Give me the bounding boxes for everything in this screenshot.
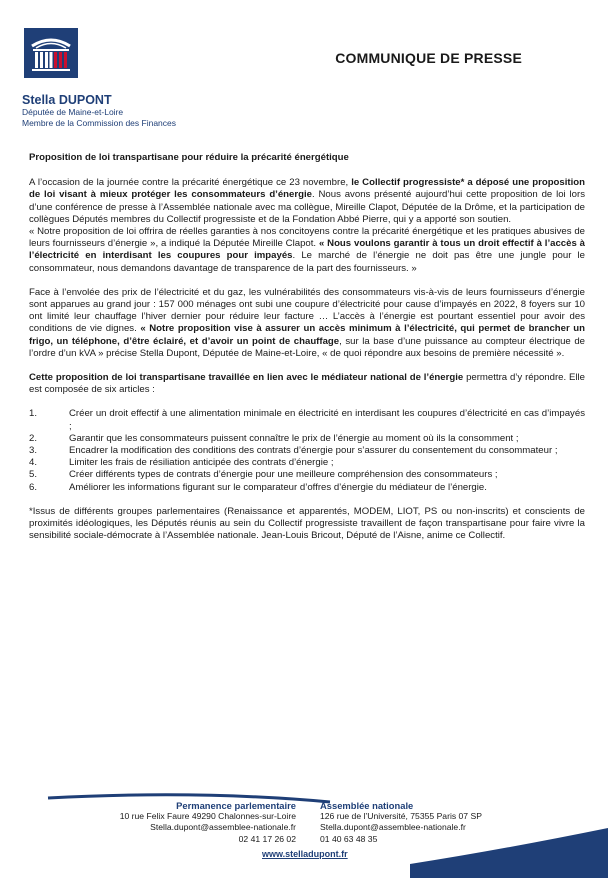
footer-permanence-phone: 02 41 17 26 02 xyxy=(238,833,296,844)
paragraph-articles-intro xyxy=(29,372,585,396)
footer-assemblee xyxy=(320,800,540,845)
footer-assemblee-phone: 01 40 63 48 35 xyxy=(320,833,378,844)
list-item xyxy=(29,469,585,481)
list-item xyxy=(29,457,585,469)
sender-role: Députée de Maine-et-Loire xyxy=(22,107,124,117)
list-number: 3. xyxy=(29,445,38,457)
list-text: Améliorer les informations figurant sur le comparateur d’offres d’énergie du médiateur de l’énergie. xyxy=(69,481,487,493)
footer-assemblee-title: Assemblée nationale xyxy=(320,800,414,811)
text: A l’occasion de la journée contre la précarité énergétique ce 23 novembre, xyxy=(29,177,352,189)
footer-permanence-email: Stella.dupont@assemblee-nationale.fr xyxy=(150,822,296,833)
footer-permanence-address: 10 rue Felix Faure 49290 Chalonnes-sur-Loire xyxy=(119,811,296,822)
text: permettra d’y répondre. Elle est composée de six articles : xyxy=(29,372,585,396)
text-bold: « Notre proposition vise à assurer un accès minimum à l’électricité, qui permet de brancher un frigo, un téléphone, d’être éclairé, et d’avoir un point de chauffage xyxy=(29,323,586,347)
text-bold: Cette proposition de loi transpartisane travaillée en lien avec le médiateur national de l’énergie xyxy=(29,372,464,384)
sender-name: Stella DUPONT xyxy=(22,93,112,107)
footer-permanence-title: Permanence parlementaire xyxy=(176,800,296,811)
text-bold: le Collectif progressiste* a déposé une proposition de loi visant à mieux protéger les consommateurs d’énergie xyxy=(29,177,585,201)
footer-permanence xyxy=(60,800,296,845)
sender-block xyxy=(22,93,176,129)
list-text: Encadrer la modification des conditions des contrats d’énergie pour s’assurer du consentement du consommateur ; xyxy=(69,445,558,457)
paragraph-intro xyxy=(29,177,585,226)
text: « Notre proposition de loi offrira de réelles garanties à nos concitoyens contre la précarité énergétique et les pratiques abusives de leurs fournisseurs d’énergie », a indiqué la Députée Mireille Clapot. xyxy=(29,226,585,250)
footer-assemblee-email: Stella.dupont@assemblee-nationale.fr xyxy=(320,822,466,833)
paragraph-quote xyxy=(29,226,585,275)
list-text: Créer différents types de contrats d’énergie pour une meilleure compréhension des consommateurs ; xyxy=(69,469,498,481)
text: Face à l’envolée des prix de l’électricité et du gaz, les vulnérabilités des consommateurs vis-à-vis de leurs fournisseurs d’énergie sont apparues au grand jour : 157 000 ménages ont subi une coupure d’électricité pour cause d’impayés en 2022, 8 foyers sur 10 ont limité leur chauffage l’hiver dernier pour réduire leur facture … L’accès à l’énergie est pourtant essentiel pour avoir des conditions de vie dignes. xyxy=(29,286,585,335)
list-text: Limiter les frais de résiliation anticipée des contrats d’énergie ; xyxy=(69,457,334,469)
text-bold: « Nous voulons garantir à tous un droit effectif à l’accès à l’électricité en interdisant les coupures pour impayés xyxy=(29,238,585,262)
list-item xyxy=(29,408,585,432)
list-number: 4. xyxy=(29,457,38,469)
document-body xyxy=(29,152,585,542)
press-release-title: COMMUNIQUE DE PRESSE xyxy=(335,50,522,66)
list-number: 6. xyxy=(29,481,38,493)
paragraph-context xyxy=(29,287,585,360)
assemblee-nationale-logo xyxy=(24,28,78,78)
list-item xyxy=(29,433,585,445)
list-number: 5. xyxy=(29,469,38,481)
list-text: Créer un droit effectif à une alimentation minimale en électricité en interdisant les coupures d’électricité en cas d’impayés ; xyxy=(69,408,585,432)
sender-commission: Membre de la Commission des Finances xyxy=(22,118,177,128)
footer-assemblee-address: 126 rue de l’Université, 75355 Paris 07 SP xyxy=(320,811,482,822)
website-link[interactable]: www.stelladupont.fr xyxy=(262,849,348,859)
list-item xyxy=(29,445,585,457)
text: . Le marché de l’énergie ne doit pas être une jungle pour le consommateur, nous demandons davantage de transparence de la part des fournisseurs. » xyxy=(29,250,586,274)
text: . Nous avons présenté aujourd’hui cette proposition de loi lors d’une conférence de presse à l’Assemblée nationale avec ma collègue, Mireille Clapot, Députée de la Drôme, et la participation de collègues Députés membres du Collectif progressiste et de la Fondation Abbé Pierre, qui y a apporté son soutien. xyxy=(29,189,585,225)
text: , sur la base d’une puissance au compteur électrique de l’ordre d’un kVA » précise Stella Dupont, Députée de Maine-et-Loire, « de quoi répondre aux besoins de première nécessité ». xyxy=(29,335,585,359)
list-item xyxy=(29,482,585,494)
list-number: 2. xyxy=(29,432,38,444)
document-heading: Proposition de loi transpartisane pour réduire la précarité énergétique xyxy=(29,152,349,163)
articles-list xyxy=(29,408,585,493)
list-text: Garantir que les consommateurs puissent connaître le prix de l’énergie au moment où ils la consomment ; xyxy=(69,432,519,444)
list-number: 1. xyxy=(29,408,38,420)
footnote: *Issus de différents groupes parlementaires (Renaissance et apparentés, MODEM, LIOT, PS ou non-inscrits) et conscients de proximités idéologiques, les Députés réunis au sein du Collectif progressiste travaillent de façon transpartisane pour faire vivre la sensibilité sociale-démocrate à l’Assemblée nationale. Jean-Louis Bricout, Député de l’Aisne, anime ce Collectif. xyxy=(29,505,585,542)
